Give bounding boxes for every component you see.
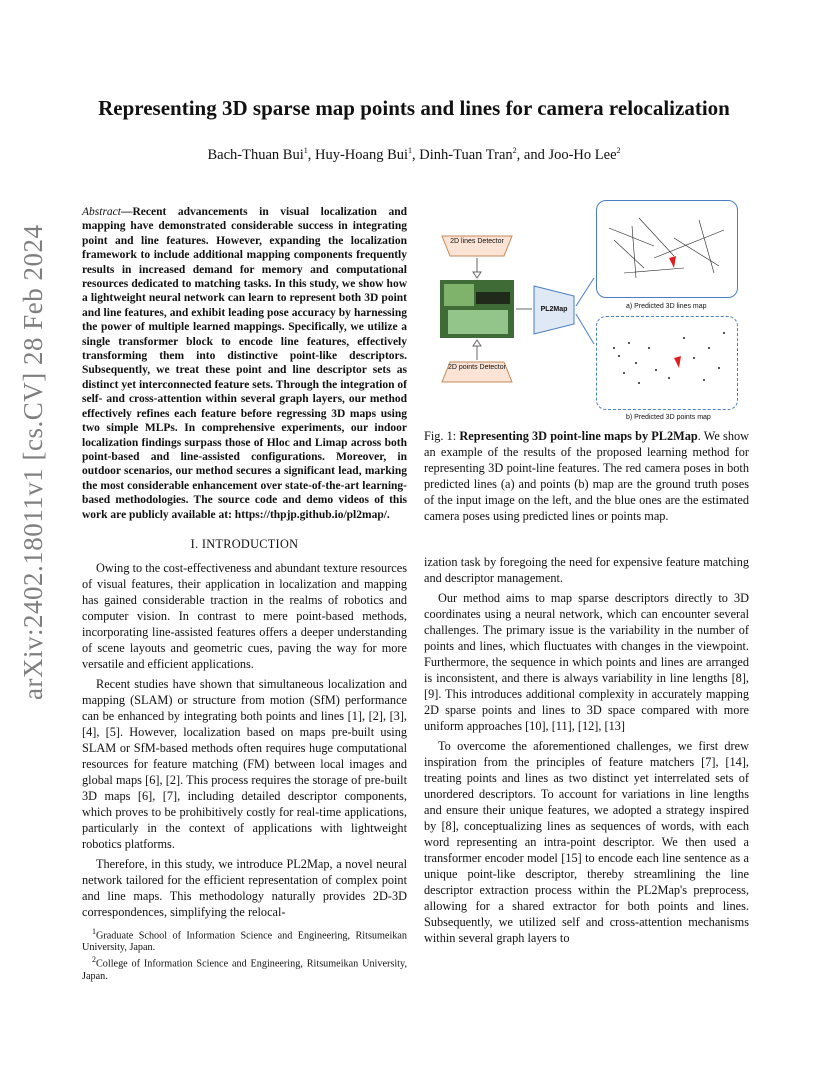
points-map-panel	[596, 316, 738, 410]
section-heading: I. INTRODUCTION	[190, 536, 299, 551]
affiliation-mark: 2	[616, 146, 621, 155]
lines-detector-label: 2D lines Detector	[450, 238, 504, 245]
paragraph: Therefore, in this study, we introduce PL2Map, a novel neural network tailored for the efficient representation of complex point and line maps. This methodology naturally provides 2D-3D correspondences, simplifying the relocal-	[82, 856, 407, 919]
affiliation-mark: 1	[303, 146, 308, 155]
abstract: Abstract—Recent advancements in visual localization and mapping have demonstrated considerable success in integrating point and line features. However, expanding the localization framework to include additional mapping components frequently results in increased demand for memory and computational resources dedicated to matching tasks. In this study, we show how a lightweight neural network can learn to represent both 3D point and line features, and exhibit leading pose accuracy by harnessing the power of multiple learned mappings. Specifically, we utilize a single transformer block to encode line features, effectively transforming them into distinctive point-like descriptors. Subsequently, we treat these point and line descriptor sets as distinct yet interconnected feature sets. Through the integration of self- and cross-attention within several graph layers, our method effectively refines each feature before regressing 3D maps using two simple MLPs. In comprehensive experiments, our indoor localization findings surpass those of Hloc and Limap across both point-based and line-assisted configurations. Moreover, in outdoor scenarios, our method secures a significant lead, marking the most considerable enhancement over state-of-the-art learning-based methodologies. The source code and demo videos of this work are publicly available at: https://thpjp.github.io/pl2map/.	[82, 206, 407, 521]
lines-map-panel	[596, 200, 738, 298]
author-name: Bach-Thuan Bui	[207, 146, 304, 163]
affiliation-mark: 1	[408, 146, 413, 155]
author-name: Dinh-Tuan Tran	[419, 146, 513, 163]
paragraph: ization task by foregoing the need for expensive feature matching and descriptor management.	[424, 555, 749, 585]
author-name: Huy-Hoang Bui	[315, 146, 409, 163]
points-map-caption: b) Predicted 3D points map	[626, 414, 711, 421]
paragraph: To overcome the aforementioned challenges, we first drew inspiration from the principles of feature matchers [7], [14], treating points and lines as two distinct yet interrelated sets of unordered descriptors. To account for variations in line lengths and ensure their unique features, we adopted a strategy inspired by [8], conceptualizing lines as sequences of words, with each word representing an intra-point descriptor. We then used a transformer encoder model [15] to encode each line sentence as a unique point-like descriptor, thereby streamlining the line descriptor extraction process within the PL2Map's preprocess, allowing for a shared extractor for both points and lines. Subsequently, we utilized self and cross-attention mechanisms within several graph layers to	[424, 739, 749, 945]
figure-caption: Fig. 1: Representing 3D point-line maps by PL2Map. We show an example of the results of the proposed learning method for representing 3D point-line features. The red camera poses in both predicted lines (a) and points (b) map are the ground truth poses of the input image on the left, and the blue ones are the estimated camera poses using predicted lines or points map.	[424, 429, 750, 523]
author-list	[60, 146, 768, 164]
pl2map-label: PL2Map	[540, 306, 568, 313]
separator: ,	[307, 146, 315, 163]
arrow	[576, 314, 594, 344]
arrow-head	[473, 272, 481, 278]
paragraph: Our method aims to map sparse descriptors directly to 3D coordinates using a neural network, which can encounter several challenges. The primary issue is the variability in the number of points and lines, which fluctuates with changes in the viewpoint. Furthermore, the sequence in which points and lines are arranged is inconsistent, and there is always variability in line lengths [8], [9]. This introduces additional complexity in accurately mapping 2D sparse points and lines to 3D space compared with more uniform approaches [10], [11], [12], [13]	[424, 591, 749, 733]
points-detector-label: 2D points Detector	[448, 364, 506, 371]
affiliation-mark: 2	[512, 146, 517, 155]
arrow	[576, 278, 594, 306]
abstract-label: Abstract	[82, 206, 121, 218]
paper-title: Representing 3D sparse map points and lines for camera relocalization	[98, 96, 730, 120]
footnote: $^2$College of Information Science and Engineering, Ritsumeikan University, Japan.	[82, 955, 407, 982]
abstract-text: Recent advancements in visual localization and mapping have demonstrated considerable success in integrating point and line features. However, expanding the localization framework to include additional mapping components frequently results in increased demand for memory and computational resources dedicated to matching tasks. In this study, we show how a lightweight neural network can learn to represent both 3D point and line features, and exhibit leading pose accuracy by harnessing the power of multiple learned mappings. Specifically, we utilize a single transformer block to encode line features, effectively transforming them into distinctive point-like descriptors. Subsequently, we treat these point and line descriptor sets as distinct yet interconnected feature sets. Through the integration of self- and cross-attention within several graph layers, our method effectively refines each feature before regressing 3D maps using two simple MLPs. In comprehensive experiments, our indoor localization findings surpass those of Hloc and Limap across both point-based and line-assisted configurations. Moreover, in outdoor scenarios, our method secures a significant lead, marking the most considerable enhancement over state-of-the-art learning-based methodologies. The source code and demo videos of this work are publicly available at: https://thpjp.github.io/pl2map/.	[82, 206, 407, 521]
figure-1	[424, 198, 749, 421]
paragraph: Recent studies have shown that simultaneous localization and mapping (SLAM) or structure from motion (SfM) performance can be enhanced by integrating both points and lines [1], [2], [3], [4], [5]. However, localization based on maps pre-built using SLAM or SfM-based methods often requires huge computational resources for feature matching (FM) between local images and global maps [6], [2]. This process requires the storage of pre-built 3D maps [6], [7], including detailed descriptor components, which proves to be prohibitively costly for real-time applications, particularly in the context of applications with lightweight robotics platforms.	[82, 676, 407, 851]
arrow-head	[473, 340, 481, 346]
arxiv-identifier: arXiv:2402.18011v1 [cs.CV] 28 Feb 2024	[18, 224, 48, 700]
author-name: Joo-Ho Lee	[548, 146, 617, 163]
paragraph: Owing to the cost-effectiveness and abundant texture resources of visual features, their application in localization and mapping has gained considerable traction in the realms of robotics and computer vision. In contrast to mere point-based methods, incorporating line-assisted features offers a deeper understanding of scene layouts and geometric cues, paving the way for more versatile and efficient applications.	[82, 560, 407, 671]
left-column	[82, 205, 407, 983]
lines-map-caption: a) Predicted 3D lines map	[626, 303, 707, 310]
footnote: $^1$Graduate School of Information Science and Engineering, Ritsumeikan University, Japan.	[82, 926, 407, 954]
separator: ,	[412, 146, 420, 163]
right-column	[424, 198, 749, 950]
separator: , and	[516, 146, 549, 163]
